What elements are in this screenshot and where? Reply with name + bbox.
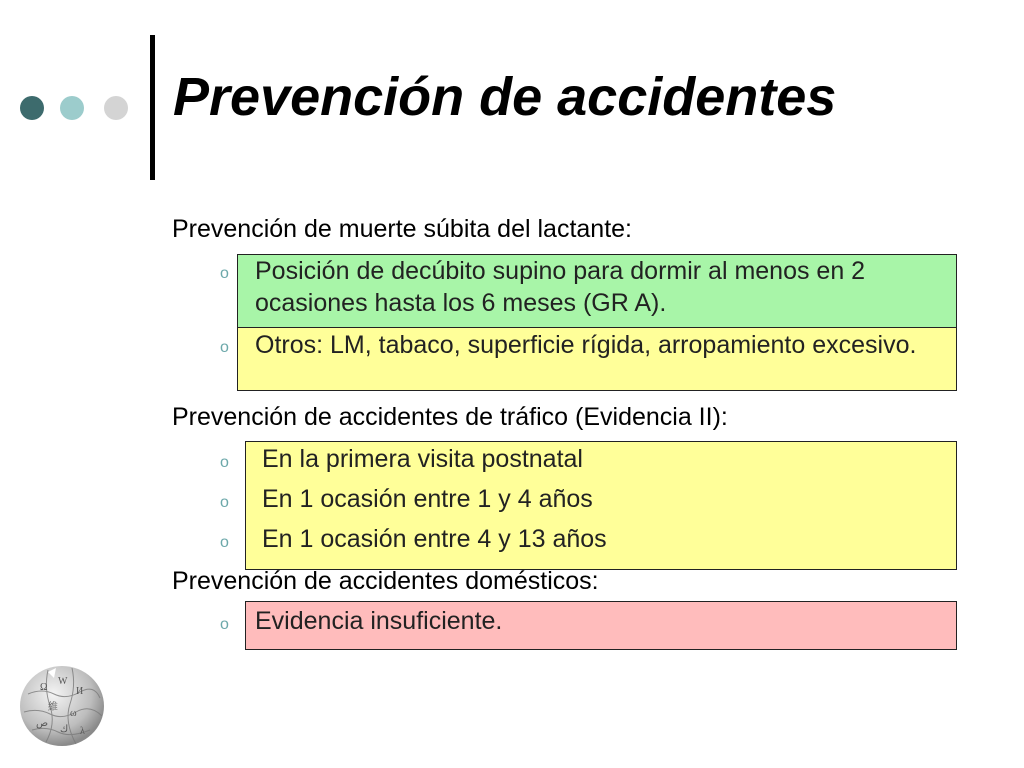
svg-text:Ω: Ω [40,682,48,693]
bullet-icon: o [220,339,229,356]
svg-text:維: 維 [48,702,58,713]
wikipedia-globe-icon [18,664,106,748]
svg-text:ω: ω [70,708,77,719]
section-heading-sids: Prevención de muerte súbita del lactante: [172,215,632,243]
list-item: Otros: LM, tabaco, superficie rígida, arropamiento excesivo. [255,331,917,359]
section-heading-traffic: Prevención de accidentes de tráfico (Evidencia II): [172,403,728,431]
svg-text:ك: ك [60,724,69,735]
decorative-dot-mid [60,96,84,120]
bullet-icon: o [220,616,229,633]
bullet-icon: o [220,454,229,471]
slide-title: Prevención de accidentes [173,67,837,127]
svg-text:ص: ص [36,718,49,729]
decorative-dot-light [104,96,128,120]
section-heading-domestic: Prevención de accidentes domésticos: [172,567,599,595]
svg-text:И: И [76,686,84,697]
bullet-icon: o [220,534,229,551]
list-item: En 1 ocasión entre 1 y 4 años [262,485,593,513]
list-item: Posición de decúbito supino para dormir al menos en 2 ocasiones hasta los 6 meses (GR A). [255,257,866,317]
svg-text:W: W [58,676,68,687]
svg-text:λ: λ [80,726,85,737]
list-item: Evidencia insuficiente. [255,607,503,635]
title-divider [150,35,155,180]
bullet-icon: o [220,494,229,511]
list-item: En la primera visita postnatal [262,445,583,473]
list-item: En 1 ocasión entre 4 y 13 años [262,525,607,553]
decorative-dot-dark [20,96,44,120]
bullet-icon: o [220,265,229,282]
